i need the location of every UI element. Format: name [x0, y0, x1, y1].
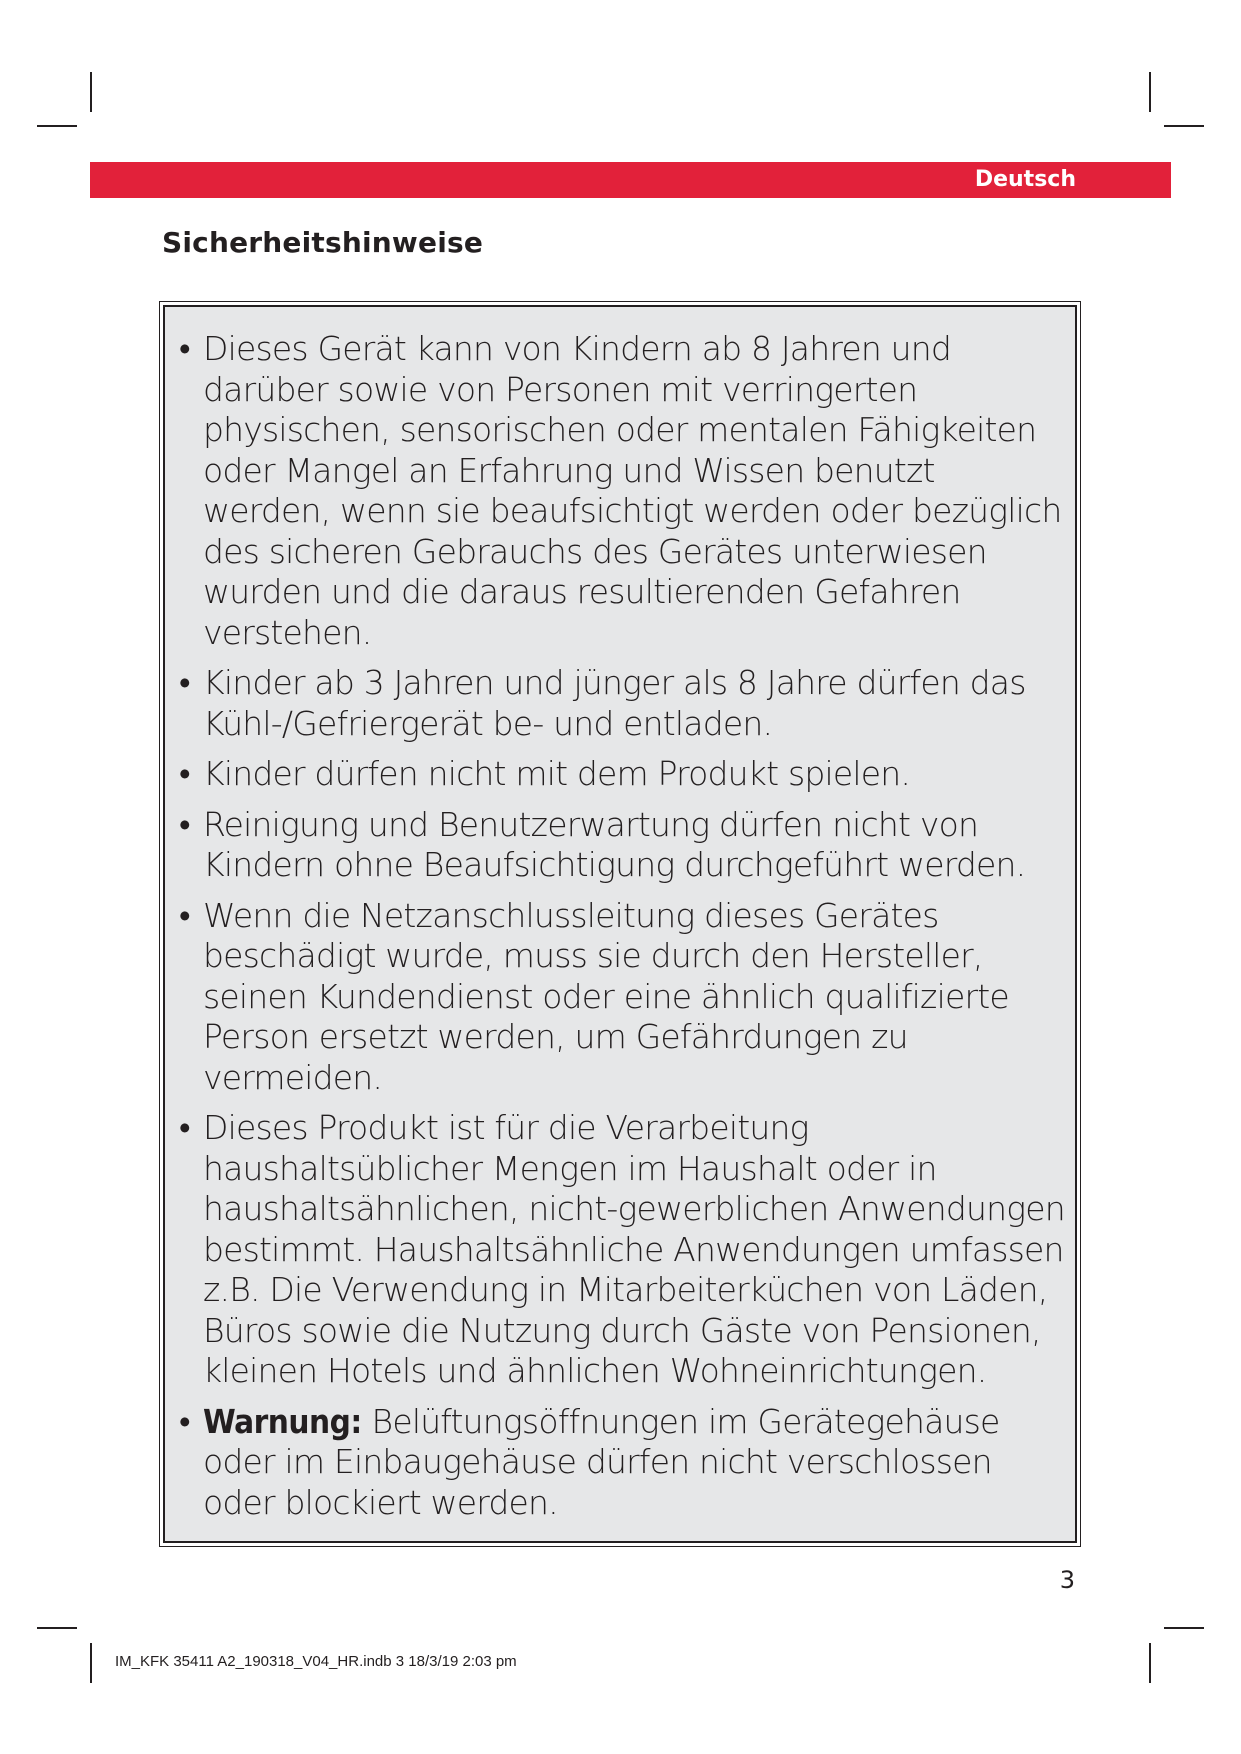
- list-item-text: Wenn die Netzanschlussleitung dieses Gerätes beschädigt wurde, muss sie durch den Hersteller, seinen Kundendienst oder eine ähnlich qualifizierte Person ersetzt werden, um Gefährdungen zu vermeiden.: [203, 895, 1009, 1097]
- section-title: Sicherheitshinweise: [162, 226, 484, 259]
- list-item: [165, 896, 1075, 1099]
- list-item-text: Kinder ab 3 Jahren und jünger als 8 Jahre dürfen das Kühl-/Gefriergerät be- und entladen.: [203, 663, 1026, 743]
- list-item: [165, 1108, 1075, 1392]
- list-item: [165, 754, 1075, 795]
- crop-mark-top-left-horizontal: [37, 125, 77, 127]
- crop-mark-top-right-vertical: [1149, 72, 1151, 112]
- warning-label: Warnung:: [203, 1401, 362, 1441]
- language-label: Deutsch: [974, 167, 1076, 192]
- bullet-icon: •: [179, 1108, 190, 1147]
- print-file-info: IM_KFK 35411 A2_190318_V04_HR.indb 3 18/3/19 2:03 pm: [115, 1653, 517, 1670]
- crop-mark-bottom-left-horizontal: [37, 1627, 77, 1629]
- list-item: [165, 663, 1075, 744]
- safety-notice-box: [163, 305, 1077, 1543]
- safety-list: [165, 307, 1075, 1523]
- crop-mark-bottom-right-vertical: [1149, 1643, 1151, 1683]
- list-item-text: Belüftungsöffnungen im Gerätegehäuse oder im Einbaugehäuse dürfen nicht verschlossen oder blockiert werden.: [203, 1401, 1000, 1522]
- list-item: [165, 329, 1075, 653]
- language-header-bar: [90, 162, 1171, 198]
- list-item-text: Kinder dürfen nicht mit dem Produkt spielen.: [203, 754, 911, 793]
- bullet-icon: •: [179, 895, 190, 935]
- crop-mark-top-left-vertical: [90, 72, 92, 112]
- crop-mark-top-right-horizontal: [1164, 125, 1204, 127]
- bullet-icon: •: [179, 804, 190, 844]
- crop-mark-bottom-right-horizontal: [1164, 1627, 1204, 1629]
- list-item-text: Dieses Gerät kann von Kindern ab 8 Jahren und darüber sowie von Personen mit verringerten physischen, sensorischen oder mentalen Fähigkeiten oder Mangel an Erfahrung und Wissen benutzt werden, wenn sie beaufsichtigt werden oder bezüglich des sicheren Gebrauchs des Gerätes unterwiesen wurden und die daraus resultierenden Gefahren verstehen.: [203, 329, 1062, 652]
- bullet-icon: •: [179, 329, 190, 368]
- bullet-icon: •: [179, 754, 190, 793]
- bullet-icon: •: [179, 1401, 190, 1441]
- bullet-icon: •: [179, 663, 190, 702]
- list-item-text: Reinigung und Benutzerwartung dürfen nicht von Kindern ohne Beaufsichtigung durchgeführt werden.: [203, 804, 1026, 884]
- list-item-text: Dieses Produkt ist für die Verarbeitung haushaltsüblicher Mengen im Haushalt oder in haushaltsähnlichen, nicht-gewerblichen Anwendungen bestimmt. Haushaltsähnliche Anwendungen umfassen z.B. Die Verwendung in Mitarbeiterküchen von Läden, Büros sowie die Nutzung durch Gäste von Pensionen, kleinen Hotels und ähnlichen Wohneinrichtungen.: [203, 1108, 1065, 1390]
- crop-mark-bottom-left-vertical: [90, 1643, 92, 1683]
- page-number: 3: [1059, 1566, 1075, 1594]
- list-item: [165, 805, 1075, 886]
- list-item-warning: [165, 1402, 1075, 1524]
